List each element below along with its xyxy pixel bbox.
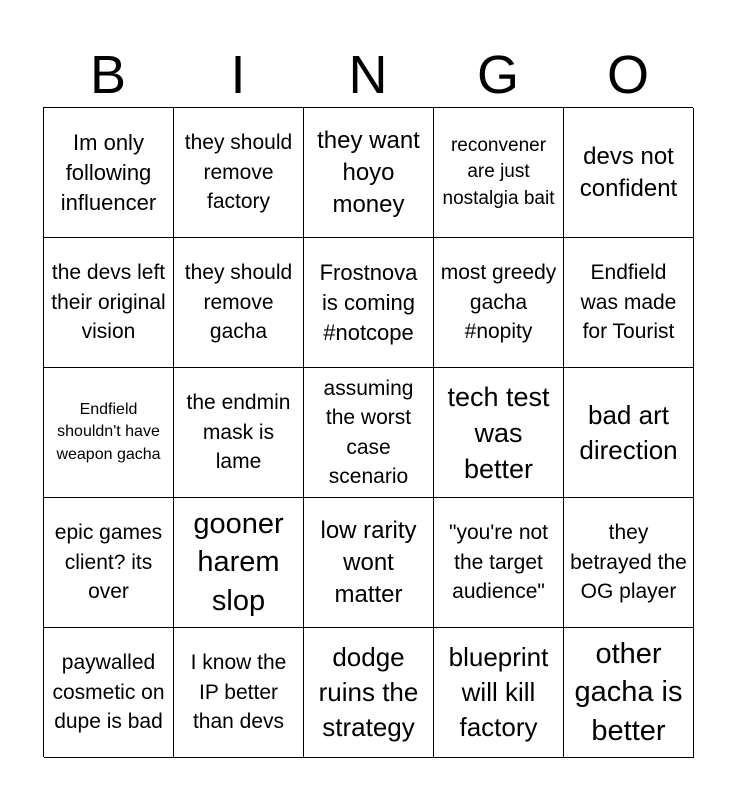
- bingo-cell-r4c1[interactable]: [44, 498, 174, 628]
- bingo-cell-text: they betrayed the OG player: [570, 521, 687, 604]
- bingo-cell-text: assuming the worst case scenario: [323, 376, 414, 488]
- bingo-cell-text: the devs left their original vision: [51, 261, 166, 344]
- header-letter-g: G: [476, 45, 519, 105]
- bingo-cell-text: most greedy gacha #nopity: [440, 261, 557, 344]
- bingo-cell-text: Frostnova is coming #notcope: [319, 259, 418, 345]
- bingo-cell-r2c5[interactable]: [564, 238, 694, 368]
- bingo-cell-r1c3[interactable]: [304, 108, 434, 238]
- bingo-cell-r5c5[interactable]: [564, 628, 694, 758]
- bingo-cell-r3c2[interactable]: [174, 368, 304, 498]
- bingo-cell-r4c4[interactable]: [434, 498, 564, 628]
- bingo-cell-r5c3[interactable]: [304, 628, 434, 758]
- bingo-cell-r2c3[interactable]: [304, 238, 434, 368]
- bingo-cell-r4c3[interactable]: [304, 498, 434, 628]
- header-letter-o: O: [606, 45, 649, 105]
- bingo-cell-r2c2[interactable]: [174, 238, 304, 368]
- header-letter-b: B: [89, 45, 127, 105]
- bingo-cell-r4c5[interactable]: [564, 498, 694, 628]
- bingo-cell-text: Endfield was made for Tourist: [580, 261, 677, 344]
- bingo-cell-text: low rarity wont matter: [320, 516, 417, 608]
- bingo-cell-r3c5[interactable]: [564, 368, 694, 498]
- bingo-cell-text: Im only following influencer: [60, 129, 157, 215]
- bingo-header: [43, 44, 693, 106]
- bingo-cell-r1c5[interactable]: [564, 108, 694, 238]
- bingo-cell-r4c2[interactable]: [174, 498, 304, 628]
- bingo-cell-text: epic games client? its over: [54, 521, 163, 604]
- bingo-cell-text: devs not confident: [579, 142, 678, 202]
- bingo-cell-text: "you're not the target audience": [448, 521, 549, 604]
- header-letter-i: I: [230, 45, 246, 105]
- bingo-board: [43, 107, 693, 757]
- bingo-cell-text: reconvener are just nostalgia bait: [442, 134, 555, 209]
- bingo-cell-text: paywalled cosmetic on dupe is bad: [52, 651, 165, 734]
- bingo-cell-text: other gacha is better: [574, 637, 683, 747]
- bingo-cell-r5c4[interactable]: [434, 628, 564, 758]
- bingo-cell-text: blueprint will kill factory: [448, 642, 549, 742]
- bingo-cell-r1c1[interactable]: [44, 108, 174, 238]
- bingo-cell-r5c2[interactable]: [174, 628, 304, 758]
- bingo-cell-r1c2[interactable]: [174, 108, 304, 238]
- bingo-cell-r3c4[interactable]: [434, 368, 564, 498]
- header-letter-n: N: [348, 45, 388, 105]
- bingo-cell-text: dodge ruins the strategy: [318, 642, 419, 742]
- bingo-cell-r5c1[interactable]: [44, 628, 174, 758]
- bingo-cell-text: they should remove factory: [184, 131, 293, 214]
- bingo-cell-text: gooner harem slop: [193, 507, 284, 617]
- bingo-cell-r3c3[interactable]: [304, 368, 434, 498]
- bingo-cell-r1c4[interactable]: [434, 108, 564, 238]
- bingo-cell-text: I know the IP better than devs: [190, 651, 287, 734]
- bingo-cell-r2c1[interactable]: [44, 238, 174, 368]
- bingo-cell-text: bad art direction: [579, 399, 678, 465]
- bingo-cell-text: tech test was better: [447, 381, 550, 484]
- bingo-cell-text: the endmin mask is lame: [186, 391, 291, 474]
- bingo-cell-r3c1[interactable]: [44, 368, 174, 498]
- bingo-cell-r2c4[interactable]: [434, 238, 564, 368]
- bingo-cell-text: they should remove gacha: [184, 261, 293, 344]
- bingo-cell-text: they want hoyo money: [317, 126, 420, 218]
- bingo-cell-text: Endfield shouldn't have weapon gacha: [56, 400, 161, 463]
